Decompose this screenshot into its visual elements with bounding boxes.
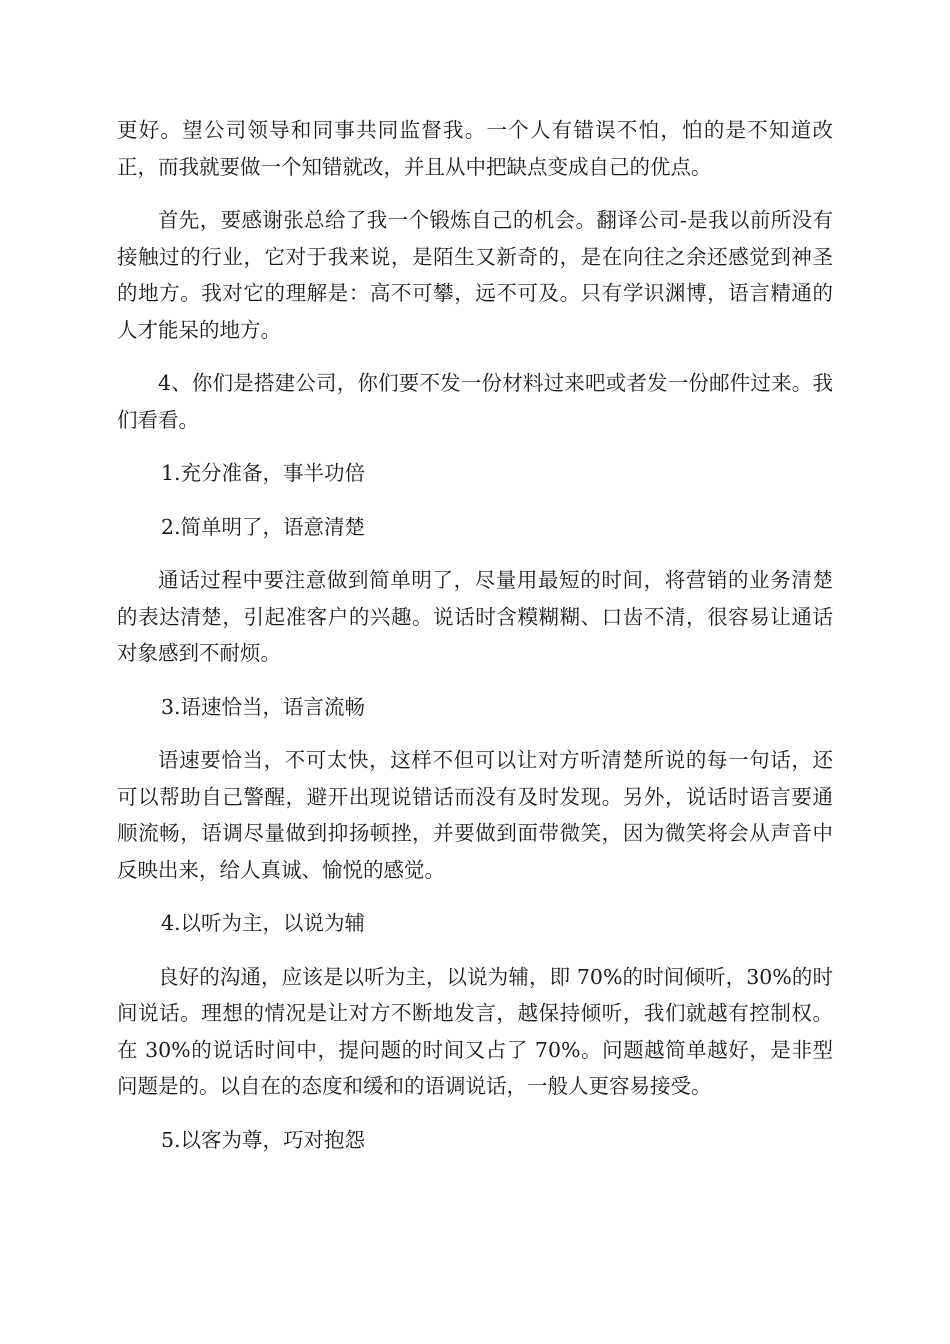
body-paragraph: 更好。望公司领导和同事共同监督我。一个人有错误不怕，怕的是不知道改正，而我就要做一个知错就改，并且从中把缺点变成自己的优点。 [117, 118, 833, 179]
section-heading: 2.简单明了，语意清楚 [161, 514, 366, 539]
body-paragraph: 通话过程中要注意做到简单明了，尽量用最短的时间，将营销的业务清楚的表达清楚，引起准客户的兴趣。说话时含糢糊糊、口齿不清，很容易让通话对象感到不耐烦。 [117, 568, 833, 665]
section-heading: 4.以听为主，以说为辅 [161, 911, 366, 935]
section-heading: 5.以客为尊，巧对抱怨 [161, 1127, 366, 1152]
body-paragraph: 良好的沟通，应该是以听为主，以说为辅，即 70%的时间倾听，30%的时间说话。理想的情况是让对方不断地发言，越保持倾听，我们就越有控制权。在 30%的说话时间中，提问题的时间又占了 70%。问题越简单越好，是非型问题是的。以自在的态度和缓和的语调说话，一般人更容易接受。 [117, 964, 833, 1098]
body-paragraph: 4、你们是搭建公司，你们要不发一份材料过来吧或者发一份邮件过来。我们看看。 [117, 371, 833, 432]
section-heading: 1.充分准备，事半功倍 [161, 461, 366, 485]
document-page [117, 112, 833, 1175]
body-paragraph: 首先，要感谢张总给了我一个锻炼自己的机会。翻译公司-是我以前所没有接触过的行业，它对于我来说，是陌生又新奇的，是在向往之余还感觉到神圣的地方。我对它的理解是：高不可攀，远不可及。只有学识渊博，语言精通的人才能呆的地方。 [117, 208, 833, 342]
body-paragraph: 语速要恰当，不可太快，这样不但可以让对方听清楚所说的每一句话，还可以帮助自己警醒，避开出现说错话而没有及时发现。另外，说话时语言要通顺流畅，语调尽量做到抑扬顿挫，并要做到面带微笑，因为微笑将会从声音中反映出来，给人真诚、愉悦的感觉。 [117, 748, 833, 882]
section-heading: 3.语速恰当，语言流畅 [161, 694, 366, 719]
